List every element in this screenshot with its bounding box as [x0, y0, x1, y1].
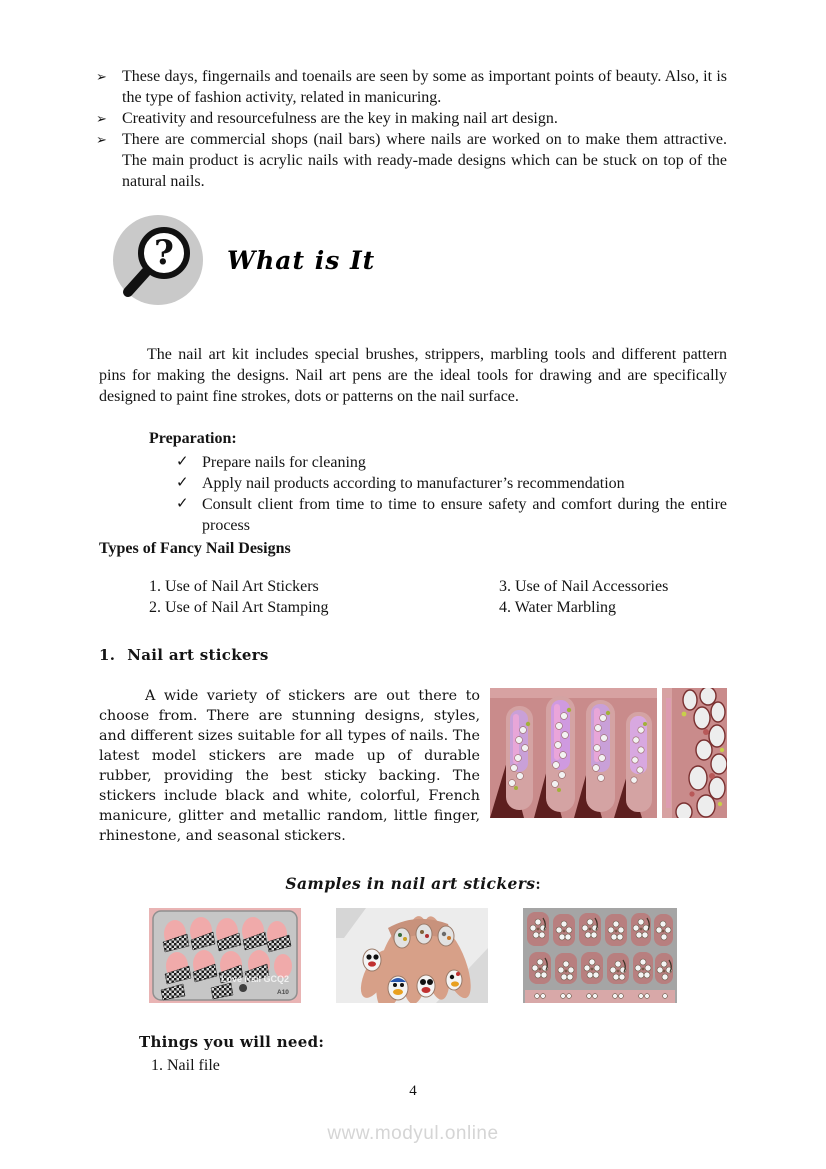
checkered-sticker-sheet-photo [149, 908, 301, 1003]
list-item [176, 473, 727, 494]
nail-art-stickers-heading [99, 646, 727, 664]
samples-heading-text: Samples in nail art stickers [285, 874, 536, 893]
check-text: Apply nail products according to manufacturer’s recommendation [202, 475, 625, 492]
type-item: 1. Use of Nail Art Stickers [149, 578, 319, 595]
preparation-check-list [99, 452, 727, 536]
flower-sticker-closeup-photo [662, 688, 727, 818]
type-item: 3. Use of Nail Accessories [499, 578, 669, 595]
samples-heading [99, 874, 727, 894]
page-number: 4 [409, 1083, 417, 1099]
flower-rhinestone-nails-photo [490, 688, 657, 818]
magnifier-question-icon [113, 215, 203, 305]
check-text: Prepare nails for cleaning [202, 454, 366, 471]
list-item [176, 452, 727, 473]
cartoon-character-nails-photo [336, 908, 488, 1003]
arrow-bullet-icon: ➢ [96, 132, 107, 147]
samples-image-row [149, 908, 677, 1003]
bullet-text: Creativity and resourcefulness are the key in making nail art design. [122, 110, 558, 127]
section-banner [113, 212, 727, 308]
svg-text:A10: A10 [277, 989, 289, 996]
white-flower-sticker-sheet-photo [523, 908, 677, 1003]
check-icon: ✓ [176, 496, 189, 512]
things-needed-section [99, 1033, 727, 1076]
nail-photo-pair [490, 688, 727, 818]
section-title: What is It [227, 245, 376, 275]
svg-text:Love Nail GCQ2: Love Nail GCQ2 [221, 974, 290, 984]
bullet-text: These days, fingernails and toenails are seen by some as important points of beauty. Also, it is the type of fashion activity, related in manicuring. [122, 68, 727, 106]
list-item [176, 494, 727, 536]
types-column-2 [499, 576, 668, 618]
things-needed-heading: Things you will need: [139, 1033, 325, 1051]
types-list [99, 576, 727, 618]
types-column-1 [149, 576, 499, 618]
check-icon: ✓ [176, 475, 189, 491]
samples-heading-colon: : [535, 876, 541, 893]
svg-text:?: ? [154, 233, 174, 273]
stickers-intro-block [99, 686, 727, 846]
stickers-paragraph: A wide variety of stickers are out there to choose from. There are stunning designs, styles, and different sizes suitable for all types of nails. The latest model stickers are made up of durable rubber, providing the best sticky backing. The stickers include black and white, colorful, French manicure, glitter and metallic random, little finger, rhinestone, and seasonal stickers. [99, 688, 480, 844]
check-text: Consult client from time to time to ensure safety and comfort during the entire process [202, 496, 727, 534]
bullet-text: There are commercial shops (nail bars) where nails are worked on to make them attractive. The main product is acrylic nails with ready-made designs which can be stuck on top of the natural nails. [122, 131, 727, 190]
watermark: www.modyul.online [327, 1123, 499, 1144]
list-item [96, 129, 727, 192]
type-item: 2. Use of Nail Art Stamping [149, 599, 329, 616]
type-item: 4. Water Marbling [499, 599, 617, 616]
list-item [96, 66, 727, 108]
types-heading: Types of Fancy Nail Designs [99, 540, 291, 557]
check-icon: ✓ [176, 454, 189, 470]
things-needed-item: 1. Nail file [151, 1057, 220, 1074]
preparation-section [99, 428, 727, 536]
heading-label: Nail art stickers [127, 646, 269, 664]
list-item [96, 108, 727, 129]
intro-paragraph: The nail art kit includes special brushes, strippers, marbling tools and different pattern pins for making the designs. Nail art pens are the ideal tools for drawing and are specifically designed to paint fine strokes, dots or patterns on the nail surface. [99, 346, 727, 405]
preparation-heading: Preparation: [149, 430, 237, 447]
intro-bullet-list [96, 66, 727, 192]
arrow-bullet-icon: ➢ [96, 69, 107, 84]
heading-number: 1. [99, 646, 116, 664]
arrow-bullet-icon: ➢ [96, 111, 107, 126]
